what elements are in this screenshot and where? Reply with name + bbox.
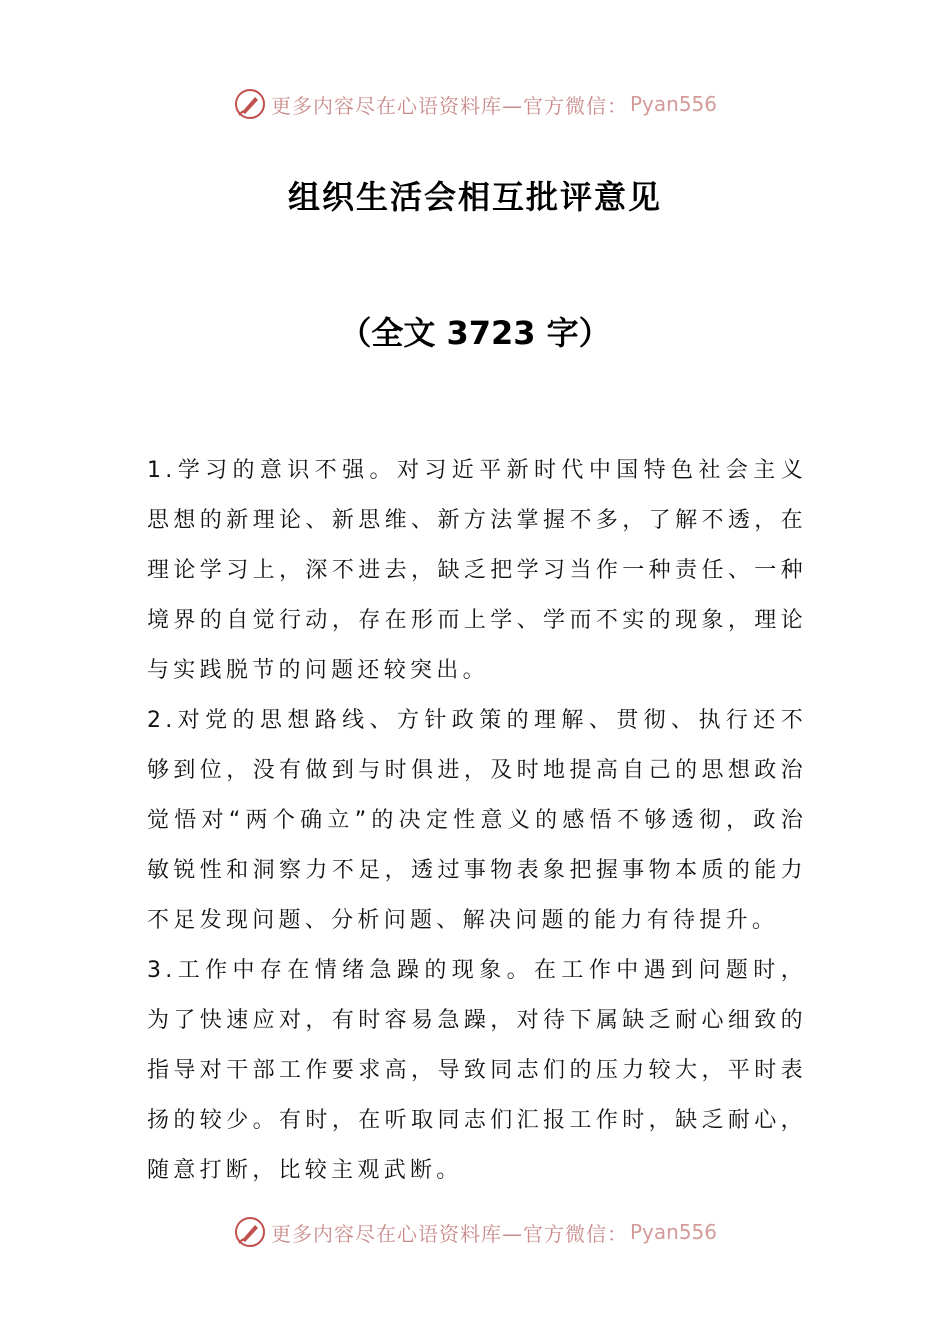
watermark-header	[0, 84, 950, 124]
watermark-text: 更多内容尽在心语资料库—官方微信：	[270, 1221, 628, 1246]
watermark-handle: Pyan556	[629, 1220, 717, 1244]
pen-logo-icon	[233, 1215, 267, 1249]
paragraph-3: 3.工作中存在情绪急躁的现象。在工作中遇到问题时，为了快速应对，有时容易急躁，对待下属缺乏耐心细致的指导对干部工作要求高，导致同志们的压力较大，平时表扬的较少。有时，在听取同志们汇报工作时，缺乏耐心，随意打断，比较主观武断。	[147, 958, 807, 1183]
paragraph-1: 1.学习的意识不强。对习近平新时代中国特色社会主义思想的新理论、新思维、新方法掌握不多，了解不透，在理论学习上，深不进去，缺乏把学习当作一种责任、一种境界的自觉行动，存在形而上学、学而不实的现象，理论与实践脱节的问题还较突出。	[147, 458, 807, 683]
document-title: 组织生活会相互批评意见	[287, 178, 662, 216]
watermark-text: 更多内容尽在心语资料库—官方微信：	[270, 93, 628, 118]
paragraph-2: 2.对党的思想路线、方针政策的理解、贯彻、执行还不够到位，没有做到与时俱进，及时地提高自己的思想政治觉悟对“两个确立”的决定性意义的感悟不够透彻，政治敏锐性和洞察力不足，透过事物表象把握事物本质的能力不足发现问题、分析问题、解决问题的能力有待提升。	[147, 708, 807, 933]
document-subtitle: （全文 3723 字）	[339, 314, 611, 352]
watermark-handle: Pyan556	[629, 92, 717, 116]
document-body	[147, 446, 807, 1196]
watermark-footer	[0, 1212, 950, 1252]
pen-logo-icon	[233, 87, 267, 121]
